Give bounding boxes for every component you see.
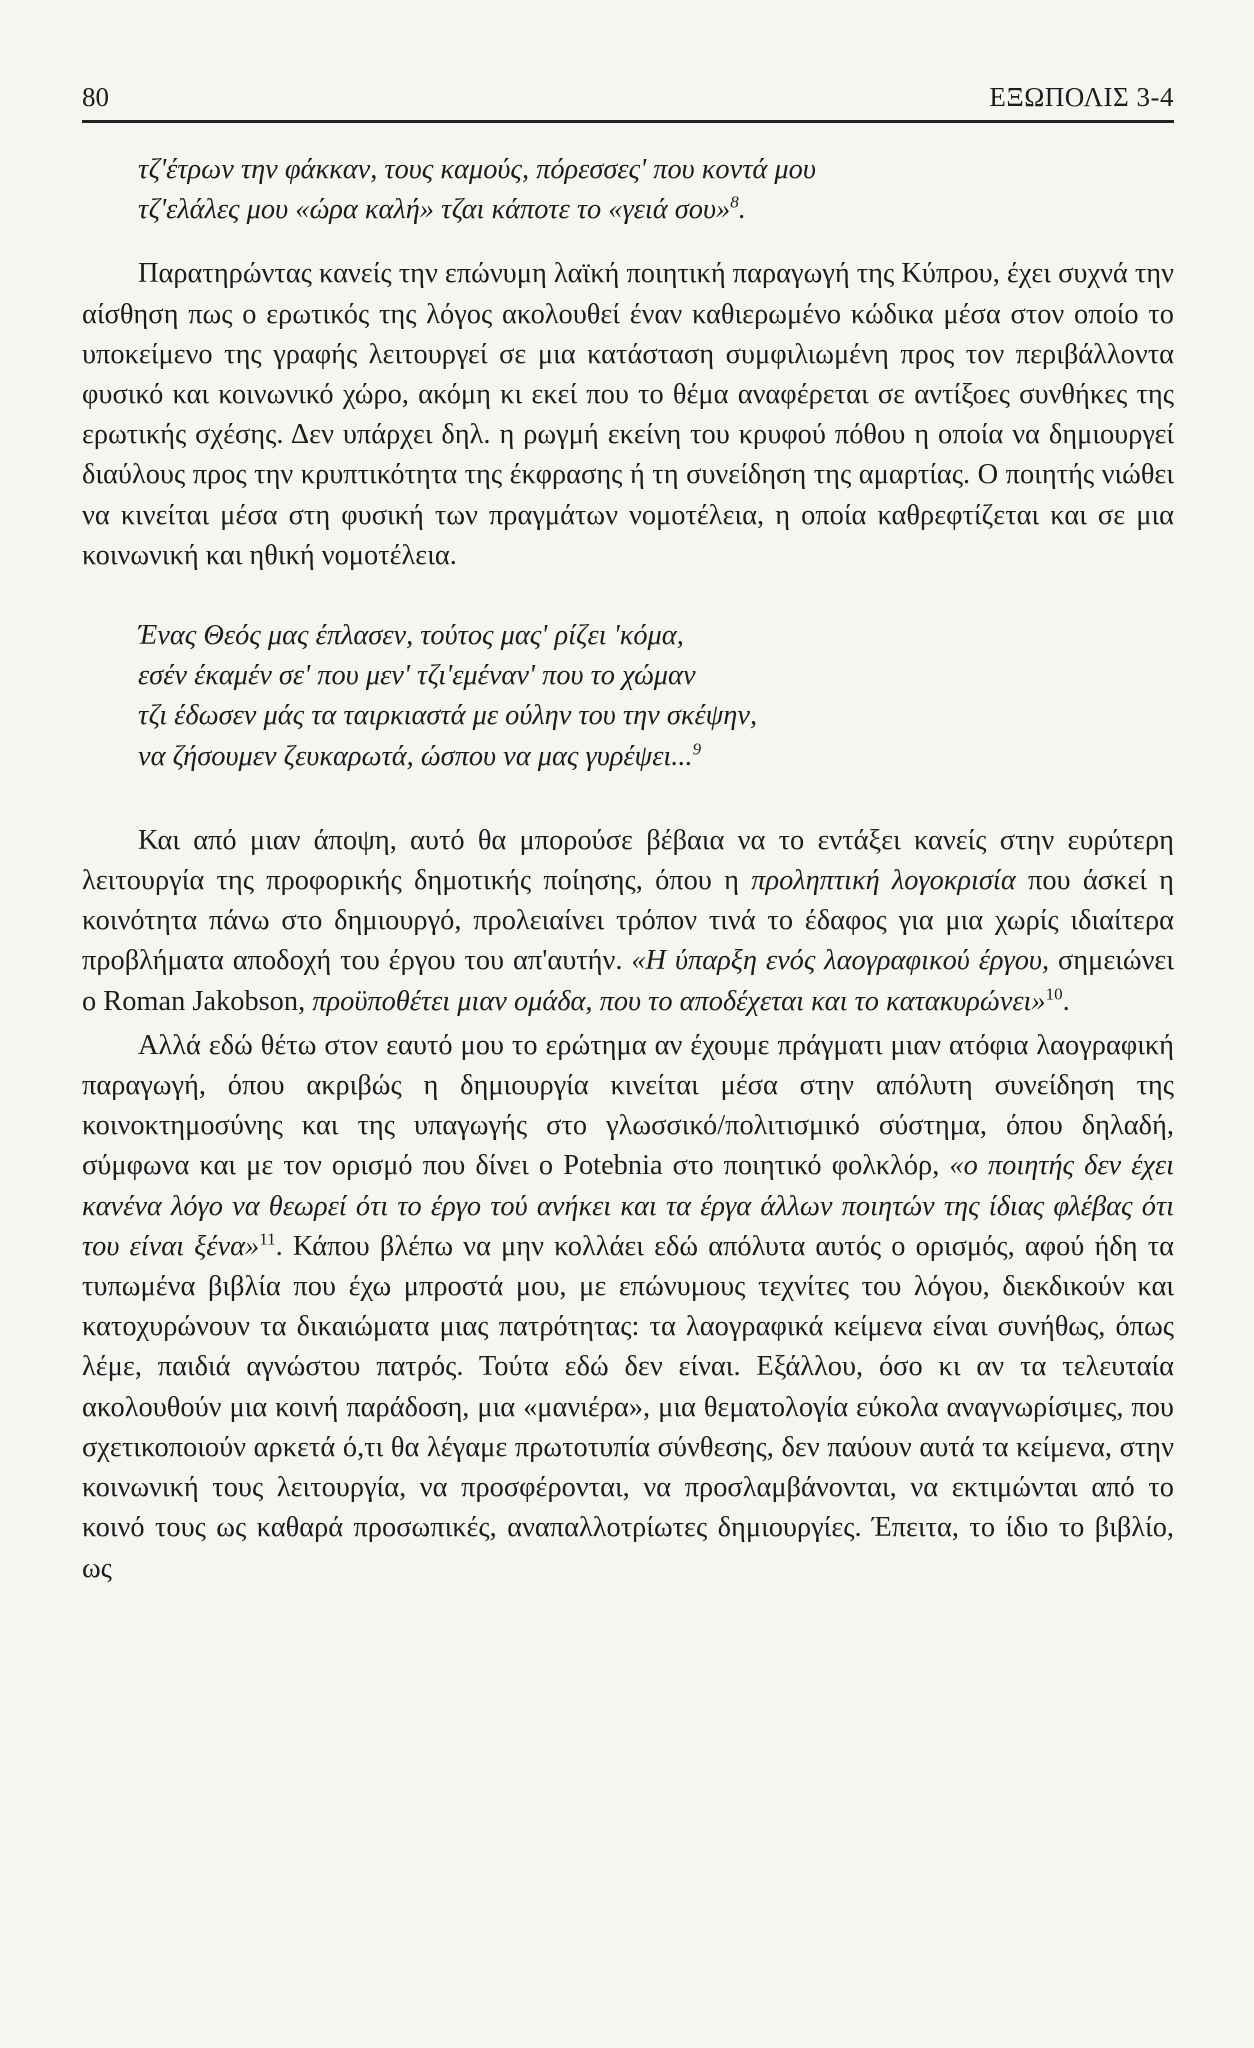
page-number: 80 [82,82,109,112]
running-head: ΕΞΩΠΟΛΙΣ 3-4 [989,82,1174,112]
italic-quote: «Η ύπαρξη ενός λαογραφικού έργου, [631,945,1050,977]
verse-line: εσέν έκαμέν σε' που μεν' τζι'εμέναν' που το χώμαν [138,660,696,692]
paragraph-text: που άσκεί η κοινότητα πάνω στο δημιουργό, προλειαίνει τρόπον τινά το έδαφος για μια χωρίς ιδιαίτερα προβλήματα αποδοχή του έργου του απ'αυτήν. [82,865,1174,977]
footnote-ref: 11 [259,1229,276,1249]
verse-line: τζι έδωσεν μάς τα ταιρκιαστά με ούλην του την σκέψην, [138,700,758,732]
verse-line-text: τζ'έτρων την φάκκαν, τους καμούς, πόρεσσες' που κοντά μου [138,154,816,185]
italic-term: προληπτική λογοκρισία [751,865,1016,897]
verse-line [138,737,1174,777]
body-paragraph [82,1026,1174,1589]
verse-line: Ένας Θεός μας έπλασεν, τούτος μας' ρίζει 'κόμα, [138,620,684,652]
page-header [82,74,1174,123]
page-body [82,150,1174,1589]
paragraph-text: Και από μιαν άποψη, αυτό θα μπορούσε βέβαια να το εντάξει κανείς στην ευρύτερη λειτουργία της προφορικής δημοτικής ποίησης, όπου η [82,824,1174,897]
paragraph-text: . Κάπου βλέπω να μην κολλάει εδώ απόλυτα αυτός ο ορισμός, αφού ήδη τα τυπωμένα βιβλία που έχω μπροστά μου, με επώνυμους τεχνίτες του λόγου, διεκδικούν και κατοχυρώνουν τα δικαιώματα μιας πατρότητας: τα λαογραφικά κείμενα είναι συνήθως, όπως λέμε, παιδιά αγνώστου πατρός. Τούτα εδώ δεν είναι. Εξάλλου, όσο κι αν τα τελευταία ακολουθούν μια κοινή παράδοση, μια «μανιέρα», μια θεματολογία εύκολα αναγνωρίσιμες, που σχετικοποιούν αρκετά ό,τι θα λέγαμε πρωτοτυπία σύνθεσης, δεν παύουν αυτά τα κείμενα, στην κοινωνική τους λειτουργία, να προσφέρονται, να προσλαμβάνονται, να εκτιμώνται από το κοινό τους ως καθαρά προσωπικές, αναπαλλοτρίωτες δημιουργίες. Έπειτα, το ίδιο το βιβλίο, ως [82,1230,1175,1584]
paragraph-text: σημειώνει ο Roman Jakobson, [82,945,1174,1017]
footnote-ref: 10 [1045,984,1063,1004]
paragraph-text: Αλλά εδώ θέτω στον εαυτό μου το ερώτημα αν έχουμε πράγματι μιαν ατόφια λαογραφική παραγωγή, όπου ακριβώς η δημιουργία κινείται μέσα στην απόλυτη συνείδηση της κοινοκτημοσύνης και της υπαγωγής στο γλωσσικό/πολιτισμικό σύστημα, όπου δηλαδή, σύμφωνα και με τον ορισμό που δίνει ο Potebnia στο ποιητικό φολκλόρ, [82,1029,1174,1182]
paragraph-text: . [1062,985,1070,1017]
footnote-ref: 9 [692,739,702,759]
body-paragraph: Παρατηρώντας κανείς την επώνυμη λαϊκή ποιητική παραγωγή της Κύπρου, έχει συχνά την αίσθηση πως ο ερωτικός της λόγος ακολουθεί έναν καθιερωμένο κώδικα μέσα στον οποίο το υποκείμενο της γραφής λειτουργεί σε μια κατάσταση συμφιλιωμένη προς τον περιβάλλοντα φυσικό και κοινωνικό χώρο, ακόμη κι εκεί που το θέμα αναφέρεται σε αντίξοες συνθήκες της ερωτικής σχέσης. Δεν υπάρχει δηλ. η ρωγμή εκείνη του κρυφού πόθου η οποία να δημιουργεί διαύλους προς την κρυπτικότητα της έκφρασης ή τη συνείδηση της αμαρτίας. Ο ποιητής νιώθει να κινείται μέσα στη φυσική των πραγμάτων νομοτέλεια, η οποία καθρεφτίζεται και σε μια κοινωνική και ηθική νομοτέλεια. [82,258,1174,571]
verse-line [138,150,1174,190]
verse-line-text: να ζήσουμεν ζευκαρωτά, ώσπου να μας γυρέψει... [138,740,693,772]
verse-line-text: τζ'ελάλες μου «ώρα καλή» τζαι κάποτε το «γειά σου» [138,194,731,226]
verse-quote-2 [82,616,1174,777]
italic-quote: προϋποθέτει μιαν ομάδα, που το αποδέχεται και το κατακυρώνει» [312,985,1046,1017]
verse-line-end: . [738,194,746,226]
verse-line [138,190,1174,230]
footnote-ref: 8 [730,192,739,212]
italic-quote: «ο ποιητής δεν έχει κανένα λόγο να θεωρεί ότι το έργο τού ανήκει και τα έργα άλλων ποιητών της ίδιας φλέβας ότι του είναι ξένα» [82,1150,1174,1262]
verse-quote-1 [82,150,1174,230]
body-paragraph [82,821,1174,1022]
